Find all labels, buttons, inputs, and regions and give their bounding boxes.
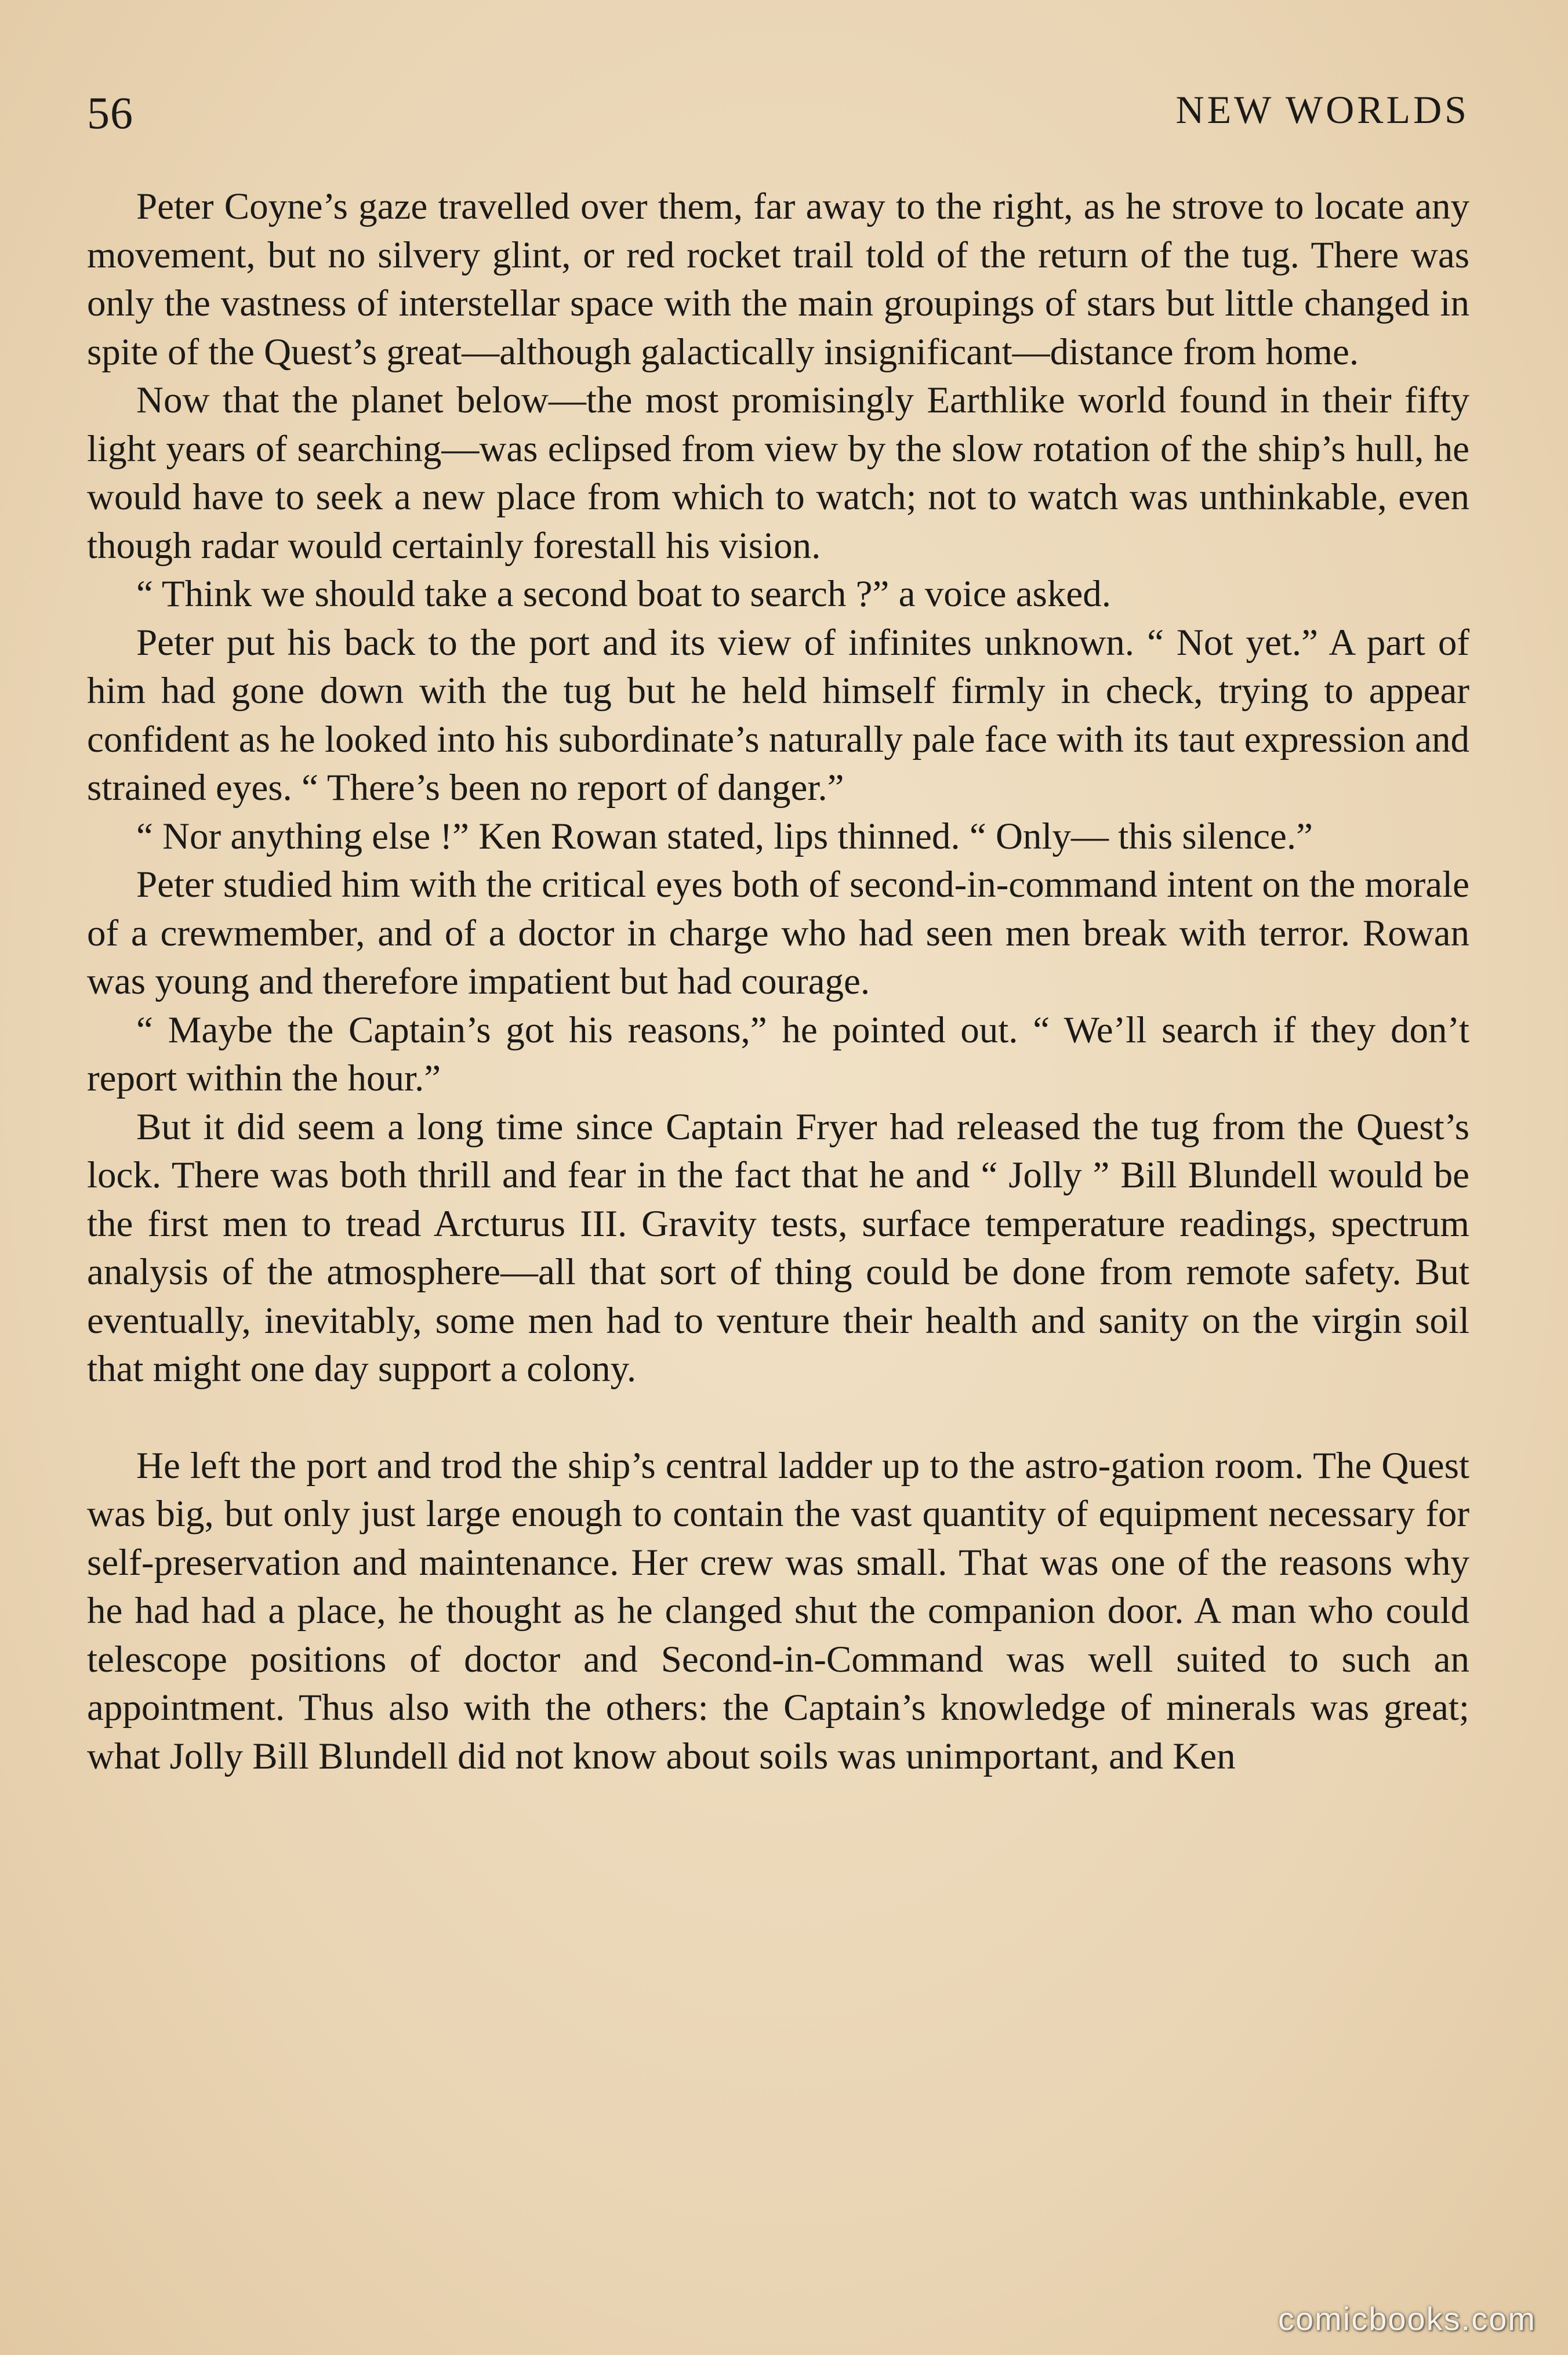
running-title: NEW WORLDS <box>1175 88 1469 132</box>
page-number: 56 <box>87 88 133 138</box>
paragraph: “ Nor anything else !” Ken Rowan stated, lips thinned. “ Only— this silence.” <box>136 815 1313 857</box>
page-header <box>87 87 1469 151</box>
paragraph: Peter put his back to the port and its view of infinites unknown. “ Not yet.” A part of him had gone down with the tug but he held himself firmly in check, trying to appear confident as he looked into his subordinate’s naturally pale face with its taut expression and strained eyes. “ There’s been no report of danger.” <box>87 621 1469 809</box>
paragraph: “ Think we should take a second boat to search ?” a voice asked. <box>136 573 1111 615</box>
paragraph: Now that the planet below—the most promisingly Earthlike world found in their fifty light years of searching—was eclipsed from view by the slow rotation of the ship’s hull, he would have to seek a new place from which to watch; not to watch was unthinkable, even though radar would certainly forestall his vision. <box>87 379 1469 567</box>
paragraph: Peter studied him with the critical eyes both of second-in-command intent on the morale of a crewmember, and of a doctor in charge who had seen men break with terror. Rowan was young and therefore impatient but had courage. <box>87 864 1469 1002</box>
paragraph: But it did seem a long time since Captain Fryer had released the tug from the Quest’s lock. There was both thrill and fear in the fact that he and “ Jolly ” Bill Blundell would be the first men to tread Arcturus III. Gravity tests, surface temperature readings, spectrum analysis of the atmosphere—all that sort of thing could be done from remote safety. But eventually, inevitably, some men had to venture their health and sanity on the virgin soil that might one day support a colony. <box>87 1106 1469 1390</box>
paragraph: He left the port and trod the ship’s central ladder up to the astro-gation room. The Quest was big, but only just large enough to contain the vast quantity of equipment necessary for self-preservation and maintenance. Her crew was small. That was one of the reasons why he had had a place, he thought as he clanged shut the companion door. A man who could telescope positions of doctor and Second-in-Command was well suited to such an appointment. Thus also with the others: the Captain’s knowledge of minerals was great; what Jolly Bill Blundell did not know about soils was unimportant, and Ken <box>87 1444 1469 1777</box>
paragraph: “ Maybe the Captain’s got his reasons,” he pointed out. “ We’ll search if they don’t report within the hour.” <box>87 1009 1469 1099</box>
watermark-logo: comicbooks.com <box>1277 2300 1536 2337</box>
paragraph: Peter Coyne’s gaze travelled over them, far away to the right, as he strove to locate any movement, but no silvery glint, or red rocket trail told of the return of the tug. There was only the vastness of interstellar space with the main groupings of stars but little changed in spite of the Quest’s great—although galactically insignificant—distance from home. <box>87 186 1469 373</box>
body-text <box>87 183 1469 1781</box>
